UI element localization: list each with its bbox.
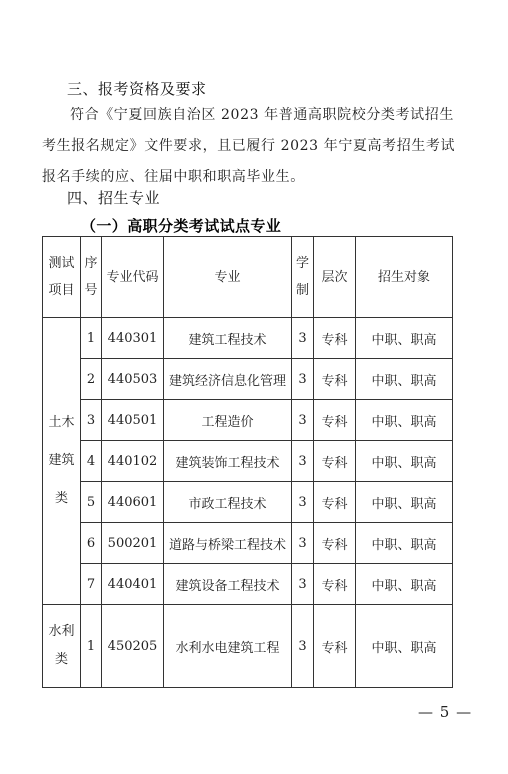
header-major: 专业 bbox=[164, 237, 292, 318]
cell-level: 专科 bbox=[314, 523, 356, 564]
cell-major: 水利水电建筑工程 bbox=[164, 605, 292, 688]
table-row bbox=[43, 482, 453, 523]
category-water-conservancy bbox=[43, 605, 81, 688]
cell-years: 3 bbox=[292, 318, 314, 359]
header-text: 学 bbox=[295, 256, 309, 271]
cell-seq: 2 bbox=[81, 359, 102, 400]
cell-target: 中职、职高 bbox=[356, 359, 453, 400]
cell-major: 市政工程技术 bbox=[164, 482, 292, 523]
cell-code: 450205 bbox=[102, 605, 164, 688]
cell-level: 专科 bbox=[314, 400, 356, 441]
cell-seq: 3 bbox=[81, 400, 102, 441]
cell-years: 3 bbox=[292, 441, 314, 482]
header-years bbox=[292, 237, 314, 318]
cell-level: 专科 bbox=[314, 318, 356, 359]
category-text: 建筑 bbox=[48, 453, 75, 468]
cell-level: 专科 bbox=[314, 359, 356, 400]
header-target: 招生对象 bbox=[356, 237, 453, 318]
cell-years: 3 bbox=[292, 564, 314, 605]
section-heading-eligibility: 三、报考资格及要求 bbox=[67, 80, 207, 98]
table-row bbox=[43, 318, 453, 359]
cell-years: 3 bbox=[292, 400, 314, 441]
cell-target: 中职、职高 bbox=[356, 564, 453, 605]
cell-major: 建筑工程技术 bbox=[164, 318, 292, 359]
header-code: 专业代码 bbox=[102, 237, 164, 318]
cell-code: 440503 bbox=[102, 359, 164, 400]
cell-years: 3 bbox=[292, 482, 314, 523]
category-text: 类 bbox=[54, 652, 68, 667]
header-text: 序 bbox=[84, 256, 98, 271]
cell-target: 中职、职高 bbox=[356, 400, 453, 441]
eligibility-paragraph bbox=[42, 100, 482, 193]
category-civil-engineering bbox=[43, 318, 81, 605]
cell-code: 440501 bbox=[102, 400, 164, 441]
subsection-heading-pilot-majors: （一）高职分类考试试点专业 bbox=[81, 217, 282, 235]
cell-years: 3 bbox=[292, 359, 314, 400]
paragraph-line: 符合《宁夏回族自治区 2023 年普通高职院校分类考试招生 bbox=[70, 107, 454, 123]
cell-target: 中职、职高 bbox=[356, 482, 453, 523]
cell-code: 440102 bbox=[102, 441, 164, 482]
cell-major: 建筑设备工程技术 bbox=[164, 564, 292, 605]
header-text: 号 bbox=[84, 283, 98, 298]
category-text: 土木 bbox=[48, 415, 75, 430]
cell-code: 440401 bbox=[102, 564, 164, 605]
header-text: 项目 bbox=[48, 283, 75, 298]
cell-code: 500201 bbox=[102, 523, 164, 564]
cell-years: 3 bbox=[292, 523, 314, 564]
table-row bbox=[43, 400, 453, 441]
cell-seq: 6 bbox=[81, 523, 102, 564]
header-level: 层次 bbox=[314, 237, 356, 318]
cell-major: 道路与桥梁工程技术 bbox=[164, 523, 292, 564]
cell-level: 专科 bbox=[314, 482, 356, 523]
header-text: 测试 bbox=[48, 256, 75, 271]
cell-seq: 7 bbox=[81, 564, 102, 605]
header-text: 制 bbox=[295, 283, 309, 298]
section-heading-majors: 四、招生专业 bbox=[67, 189, 161, 207]
table-row bbox=[43, 441, 453, 482]
cell-major: 建筑经济信息化管理 bbox=[164, 359, 292, 400]
cell-level: 专科 bbox=[314, 441, 356, 482]
cell-seq: 4 bbox=[81, 441, 102, 482]
page-number: — 5 — bbox=[418, 703, 473, 721]
cell-major: 建筑装饰工程技术 bbox=[164, 441, 292, 482]
table-row bbox=[43, 359, 453, 400]
cell-target: 中职、职高 bbox=[356, 523, 453, 564]
cell-code: 440601 bbox=[102, 482, 164, 523]
majors-table bbox=[42, 236, 453, 688]
table-row bbox=[43, 605, 453, 688]
header-test-item bbox=[43, 237, 81, 318]
table-row bbox=[43, 564, 453, 605]
cell-level: 专科 bbox=[314, 605, 356, 688]
cell-target: 中职、职高 bbox=[356, 441, 453, 482]
paragraph-line: 考生报名规定》文件要求，且已履行 2023 年宁夏高考招生考试 bbox=[42, 138, 456, 154]
table-row bbox=[43, 523, 453, 564]
cell-level: 专科 bbox=[314, 564, 356, 605]
cell-seq: 5 bbox=[81, 482, 102, 523]
category-text: 水利 bbox=[48, 624, 75, 639]
paragraph-line: 报名手续的应、往届中职和职高毕业生。 bbox=[42, 169, 305, 185]
cell-years: 3 bbox=[292, 605, 314, 688]
cell-target: 中职、职高 bbox=[356, 318, 453, 359]
cell-seq: 1 bbox=[81, 605, 102, 688]
cell-code: 440301 bbox=[102, 318, 164, 359]
cell-seq: 1 bbox=[81, 318, 102, 359]
category-text: 类 bbox=[54, 491, 68, 506]
cell-target: 中职、职高 bbox=[356, 605, 453, 688]
header-seq bbox=[81, 237, 102, 318]
cell-major: 工程造价 bbox=[164, 400, 292, 441]
table-header-row bbox=[43, 237, 453, 318]
